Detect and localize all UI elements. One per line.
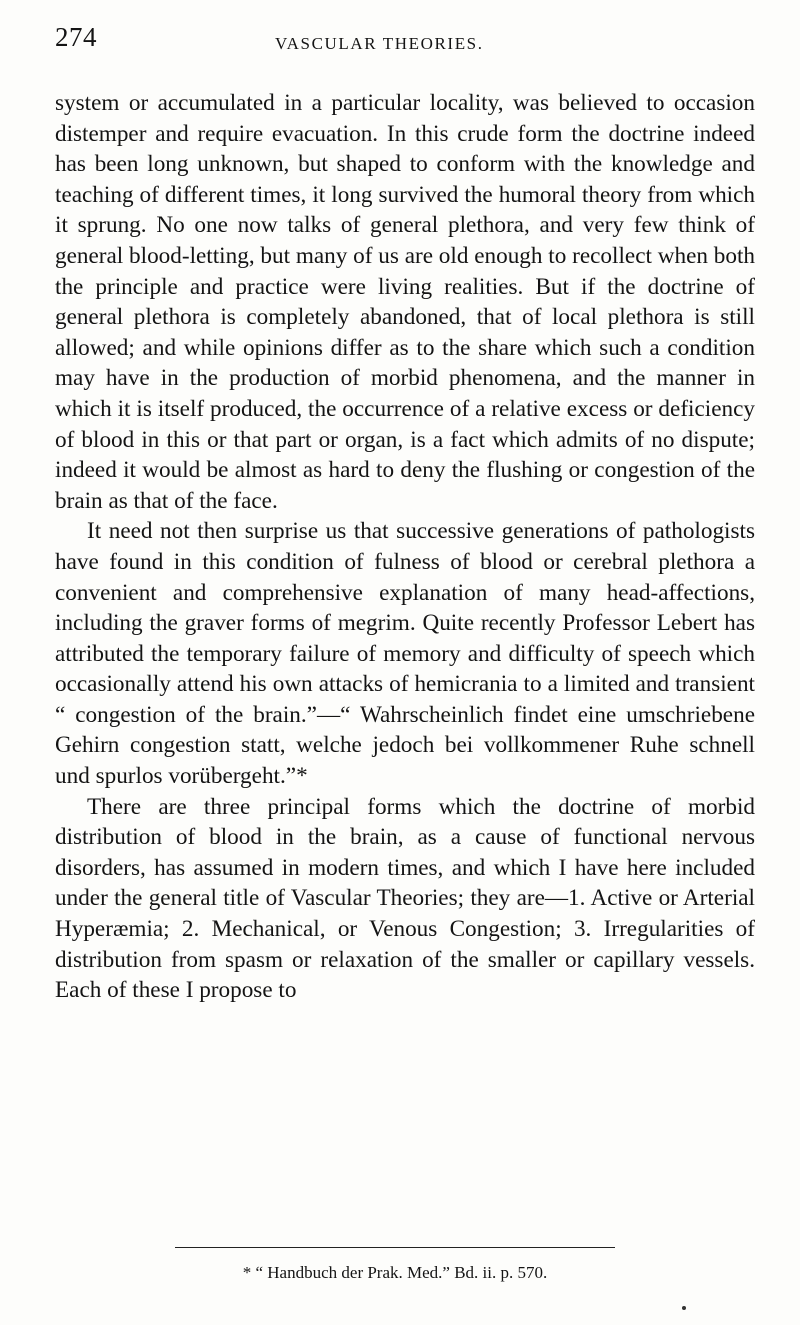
page-number: 274 <box>55 22 97 52</box>
running-head: VASCULAR THEORIES. <box>275 34 484 53</box>
body-text <box>55 88 755 1006</box>
footnote: * “ Handbuch der Prak. Med.” Bd. ii. p. 570. <box>242 1263 548 1282</box>
paragraph-1: system or accumulated in a particular locality, was believed to occasion distemper and require evacuation. In this crude form the doctrine indeed has been long unknown, but shaped to conform with the knowledge and teaching of different times, it long survived the humoral theory from which it sprung. No one now talks of general plethora, and very few think of general blood-letting, but many of us are old enough to recollect when both the principle and practice were living realities. But if the doctrine of general plethora is completely abandoned, that of local plethora is still allowed; and while opinions differ as to the share which such a condition may have in the production of morbid phenomena, and the manner in which it is itself produced, the occurrence of a relative excess or deficiency of blood in this or that part or organ, is a fact which admits of no dispute; indeed it would be almost as hard to deny the flushing or congestion of the brain as that of the face. <box>55 90 755 514</box>
ink-speck <box>682 1306 686 1310</box>
paragraph-2: It need not then surprise us that successive generations of pathologists have found in this condition of fulness of blood or cerebral plethora a convenient and comprehensive explanation of many head-affections, including the graver forms of megrim. Quite recently Professor Lebert has attributed the temporary failure of memory and difficulty of speech which occasionally attend his own attacks of hemicrania to a limited and transient “ congestion of the brain.”—“ Wahrscheinlich findet eine umschriebene Gehirn congestion statt, welche jedoch bei vollkommener Ruhe schnell und spurlos vorübergeht.”* <box>55 518 755 790</box>
footnote-divider <box>175 1247 615 1248</box>
paragraph-3: There are three principal forms which the doctrine of morbid distribution of blood in the brain, as a cause of functional nervous disorders, has assumed in modern times, and which I have here included under the general title of Vascular Theories; they are—1. Active or Arterial Hyperæmia; 2. Mechanical, or Venous Congestion; 3. Irregularities of distribution from spasm or relaxation of the smaller or capillary vessels. Each of these I propose to <box>55 793 755 1004</box>
